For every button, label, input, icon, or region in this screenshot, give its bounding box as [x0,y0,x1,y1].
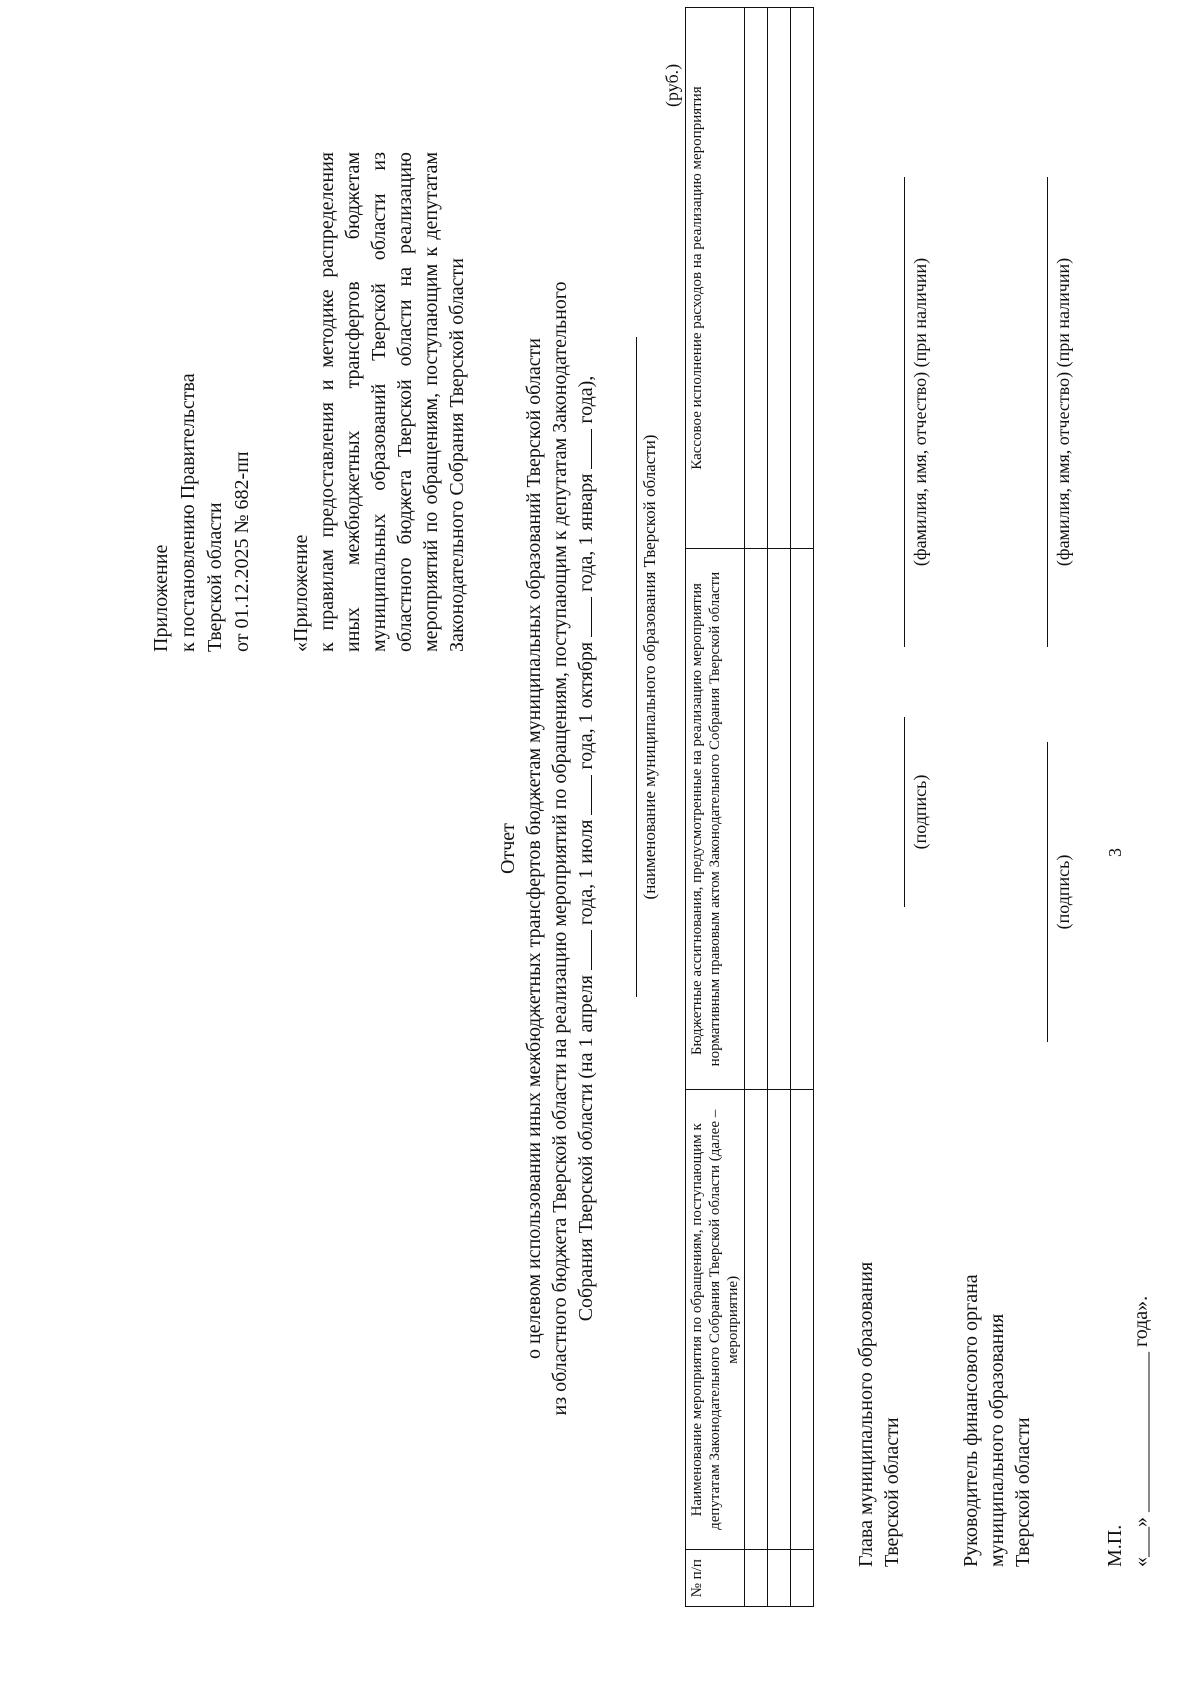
table-cell[interactable] [791,1550,814,1607]
period-part: года, 1 октября [575,641,597,770]
page-number: 3 [1105,848,1125,857]
period-part: года), [575,375,597,424]
table-cell[interactable] [768,549,791,1090]
table-cell[interactable] [768,1550,791,1607]
report-period-line [573,0,599,1697]
municipality-line [636,337,637,997]
blank-line [573,429,592,469]
finance-sign-line [1047,742,1048,1042]
table-row [768,8,791,1607]
table-header: Наименование мероприятия по обращениям, поступающим к депутатам Законодательного Собрания Тверской области (далее – мероприятие) [686,1090,745,1550]
head-title [853,1262,905,1567]
head-title-line: Тверской области [881,1417,903,1567]
blank-line [573,597,592,637]
finance-title-line: Руководитель финансового органа [960,1274,982,1567]
blank-line [573,775,592,815]
appendix-body [288,152,470,652]
table-cell[interactable] [745,549,768,1090]
table-header: Бюджетные ассигнования, предусмотренные на реализацию мероприятия нормативным правовым актом Законодательного Собрания Тверской области [686,549,745,1090]
stamp-label: М.П. [1104,1524,1126,1567]
municipality-label: (наименование муниципального образования Тверской области) [640,434,659,900]
finance-name-label: (фамилия, имя, отчество) (при наличии) [1053,257,1073,567]
head-name-line [904,177,905,647]
appendix-header-line: Тверской области [204,502,226,652]
report-subtitle-line2: из областного бюджета Тверской области на реализацию мероприятий по обращениям, поступающим к депутатам Законодательного [549,281,571,1416]
blank-line [573,930,592,970]
unit-label: (руб.) [662,63,682,107]
table-cell[interactable] [791,8,814,549]
head-sign-line [904,717,905,907]
table-header: Кассовое исполнение расходов на реализацию мероприятия [686,8,745,549]
report-title: Отчет [497,823,519,874]
table-row [791,8,814,1607]
table-cell[interactable] [791,1090,814,1550]
appendix-header-line: к постановлению Правительства [177,373,199,652]
report-subtitle-line1: о целевом использовании иных межбюджетных трансфертов бюджетам муниципальных образований Тверской области [523,337,545,1360]
appendix-header-line: Приложение [150,544,172,652]
appendix-header [148,373,256,652]
finance-title [958,1274,1036,1567]
finance-title-line: муниципального образования [986,1313,1008,1567]
table-cell[interactable] [768,1090,791,1550]
finance-title-line: Тверской области [1012,1417,1034,1567]
table-cell[interactable] [791,549,814,1090]
table-cell[interactable] [745,1090,768,1550]
appendix-body-heading: «Приложение [290,534,312,652]
report-table [685,7,814,1607]
date-line: «___» ________________ года». [1130,1295,1152,1567]
period-part: года, 1 января [575,473,597,592]
appendix-header-line: от 01.12.2025 № 682-пп [231,451,253,652]
table-row [745,8,768,1607]
appendix-body-text: к правилам предоставления и методике распределения иных межбюджетных трансфертов бюджетам муниципальных образований Тверской области из областного бюджета Тверской области на реализацию мероприятий по обращениям, поступающим к депутатам Законодательного Собрания Тверской области [316,152,468,652]
head-name-label: (фамилия, имя, отчество) (при наличии) [910,257,930,567]
table-cell[interactable] [768,8,791,549]
period-part: Собрания Тверской области (на 1 апреля [575,975,597,1322]
head-title-line: Глава муниципального образования [855,1261,877,1567]
table-cell[interactable] [745,1550,768,1607]
finance-name-line [1047,177,1048,647]
head-sign-label: (подпись) [910,774,930,850]
table-header: № п/п [686,1550,745,1607]
period-part: года, 1 июля [575,819,597,926]
table-cell[interactable] [745,8,768,549]
table-header-row [686,8,745,1607]
finance-sign-label: (подпись) [1053,854,1073,930]
